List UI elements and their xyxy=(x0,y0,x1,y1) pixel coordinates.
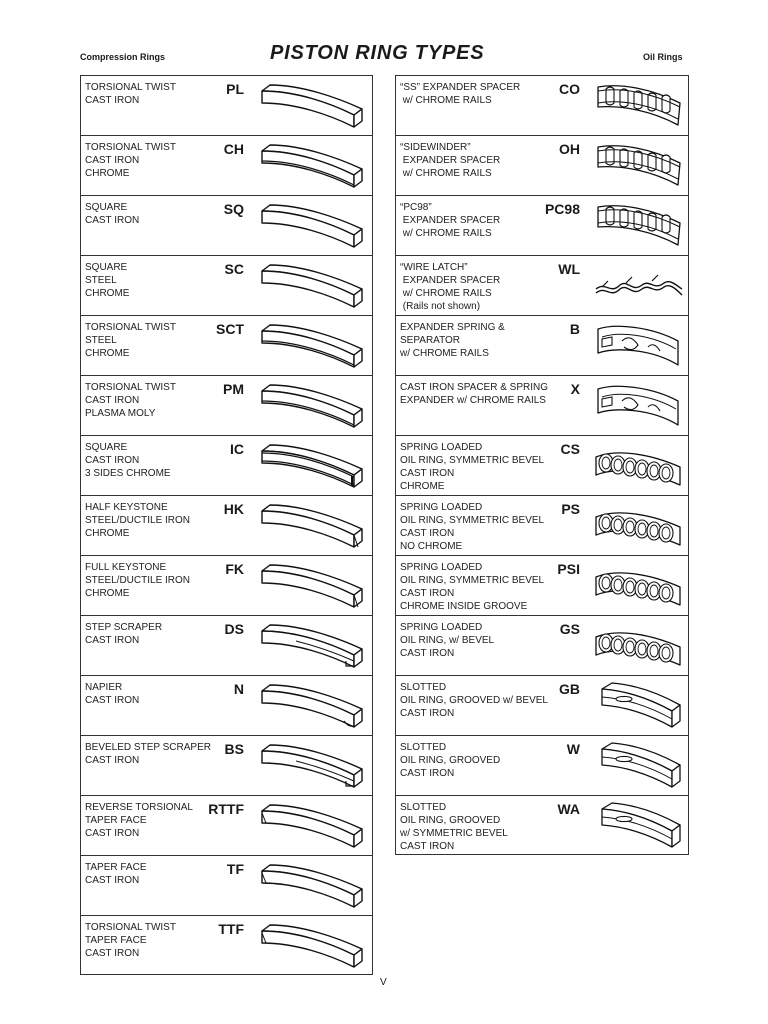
ring-code: PS xyxy=(561,501,580,517)
description-line: STEEL/DUCTILE IRON xyxy=(85,575,191,586)
description-line: SQUARE xyxy=(85,262,128,273)
compression-rings-table xyxy=(80,75,373,975)
description-line: FULL KEYSTONE xyxy=(85,562,167,573)
oil-rings-heading: Oil Rings xyxy=(643,52,683,62)
description-line: SQUARE xyxy=(85,202,128,213)
ring-code: PM xyxy=(223,381,244,397)
description-line: CAST IRON xyxy=(85,395,140,406)
ring-code: N xyxy=(233,681,244,697)
three-sides-chrome-ring-icon xyxy=(256,439,368,493)
ring-description xyxy=(400,681,548,720)
description-line: CAST IRON xyxy=(85,215,140,226)
ring-code: W xyxy=(566,741,580,757)
ring-row-ch xyxy=(81,136,372,196)
ring-row-pc98 xyxy=(396,196,688,256)
description-line: CAST IRON xyxy=(400,528,455,539)
page-title: PISTON RING TYPES xyxy=(270,42,485,64)
description-line: STEEL xyxy=(85,275,117,286)
description-line: CAST IRON xyxy=(85,875,140,886)
ring-row-bs xyxy=(81,736,372,796)
description-line: STEEL xyxy=(85,335,117,346)
description-line: “PC98” xyxy=(400,202,432,213)
ring-row-gb xyxy=(396,676,688,736)
ring-description xyxy=(85,141,176,180)
ring-row-co xyxy=(396,76,688,136)
description-line: EXPANDER SPACER xyxy=(400,275,501,286)
description-line: EXPANDER SPRING & xyxy=(400,322,505,333)
description-line: OIL RING, SYMMETRIC BEVEL xyxy=(400,455,545,466)
wire-latch-expander-icon xyxy=(592,259,686,313)
description-line: SQUARE xyxy=(85,442,128,453)
ring-row-rttf xyxy=(81,796,372,856)
description-line: CAST IRON xyxy=(400,588,455,599)
description-line: SPRING LOADED xyxy=(400,442,483,453)
pc98-expander-icon xyxy=(592,199,686,253)
description-line: PLASMA MOLY xyxy=(85,408,156,419)
ring-code: B xyxy=(569,321,580,337)
ring-code: BS xyxy=(224,741,244,757)
page-number: V xyxy=(380,977,387,988)
ring-description xyxy=(400,621,494,660)
description-line: CAST IRON xyxy=(85,828,140,839)
ring-description xyxy=(85,441,171,480)
ring-description xyxy=(400,501,544,553)
description-line: SPRING LOADED xyxy=(400,502,483,513)
description-line: CAST IRON xyxy=(85,948,140,959)
ring-row-x xyxy=(396,376,688,436)
ss-expander-spacer-icon xyxy=(592,79,686,133)
description-line: TORSIONAL TWIST xyxy=(85,82,176,93)
compression-rings-heading: Compression Rings xyxy=(80,52,166,62)
description-line: OIL RING, w/ BEVEL xyxy=(400,635,495,646)
ring-description xyxy=(85,801,193,840)
ring-code: RTTF xyxy=(208,801,244,817)
beveled-step-scraper-ring-icon xyxy=(256,739,368,793)
ring-row-ttf xyxy=(81,916,372,976)
description-line: TORSIONAL TWIST xyxy=(85,922,176,933)
description-line: CAST IRON xyxy=(85,95,140,106)
description-line: CAST IRON xyxy=(400,648,455,659)
description-line: TORSIONAL TWIST xyxy=(85,382,176,393)
ring-code: CH xyxy=(223,141,244,157)
description-line: CAST IRON xyxy=(400,768,455,779)
description-line: OIL RING, GROOVED w/ BEVEL xyxy=(400,695,548,706)
description-line: “WIRE LATCH” xyxy=(400,262,468,273)
torsional-twist-steel-ring-icon xyxy=(256,319,368,373)
ring-row-wa xyxy=(396,796,688,856)
description-line: CHROME INSIDE GROOVE xyxy=(400,601,528,612)
description-line: TORSIONAL TWIST xyxy=(85,142,176,153)
ring-row-ic xyxy=(81,436,372,496)
ring-row-sc xyxy=(81,256,372,316)
ring-row-sq xyxy=(81,196,372,256)
ring-code: GB xyxy=(559,681,580,697)
description-line: SLOTTED xyxy=(400,742,447,753)
description-line: SEPARATOR xyxy=(400,335,461,346)
ring-description xyxy=(85,321,176,360)
description-line: CHROME xyxy=(85,288,130,299)
slotted-oil-ring-icon xyxy=(592,799,686,853)
ring-description xyxy=(400,801,508,853)
ring-row-ds xyxy=(81,616,372,676)
torsional-taper-face-ring-icon xyxy=(256,919,368,973)
slotted-oil-ring-icon xyxy=(592,679,686,733)
ring-row-oh xyxy=(396,136,688,196)
description-line: CAST IRON xyxy=(85,635,140,646)
ring-description xyxy=(85,501,190,540)
ring-row-pm xyxy=(81,376,372,436)
description-line: w/ CHROME RAILS xyxy=(400,228,492,239)
description-line: SLOTTED xyxy=(400,682,447,693)
ring-code: TTF xyxy=(218,921,244,937)
ring-code: WL xyxy=(558,261,580,277)
ring-code: WA xyxy=(557,801,580,817)
ring-code: IC xyxy=(230,441,244,457)
half-keystone-ring-icon xyxy=(256,499,368,553)
spring-loaded-coil-icon xyxy=(592,499,686,553)
oil-rings-table xyxy=(395,75,689,855)
square-steel-ring-icon xyxy=(256,259,368,313)
description-line: EXPANDER SPACER xyxy=(400,155,501,166)
description-line: w/ CHROME RAILS xyxy=(400,348,489,359)
description-line: TORSIONAL TWIST xyxy=(85,322,176,333)
description-line: CAST IRON SPACER & SPRING xyxy=(400,382,548,393)
description-line: w/ CHROME RAILS xyxy=(400,95,492,106)
ring-row-n xyxy=(81,676,372,736)
taper-face-ring-icon xyxy=(256,859,368,913)
ring-row-w xyxy=(396,736,688,796)
description-line: (Rails not shown) xyxy=(400,301,481,312)
slotted-oil-ring-icon xyxy=(592,739,686,793)
ring-description xyxy=(400,381,548,407)
square-ring-icon xyxy=(256,199,368,253)
ring-code: DS xyxy=(224,621,244,637)
description-line: TAPER FACE xyxy=(85,862,147,873)
description-line: STEEL/DUCTILE IRON xyxy=(85,515,191,526)
ring-description xyxy=(400,741,500,780)
ring-row-b xyxy=(396,316,688,376)
sidewinder-expander-icon xyxy=(592,139,686,193)
expander-spring-separator-icon xyxy=(592,319,686,373)
ring-code: CS xyxy=(560,441,580,457)
description-line: NO CHROME xyxy=(400,541,463,552)
ring-code: OH xyxy=(559,141,580,157)
step-scraper-ring-icon xyxy=(256,619,368,673)
reverse-torsional-taper-ring-icon xyxy=(256,799,368,853)
ring-description xyxy=(85,741,211,767)
description-line: 3 SIDES CHROME xyxy=(85,468,171,479)
description-line: OIL RING, SYMMETRIC BEVEL xyxy=(400,575,545,586)
description-line: TAPER FACE xyxy=(85,935,147,946)
ring-description xyxy=(85,261,129,300)
ring-code: FK xyxy=(225,561,244,577)
description-line: CAST IRON xyxy=(85,455,140,466)
description-line: CAST IRON xyxy=(400,841,455,852)
ring-description xyxy=(400,441,544,493)
description-line: OIL RING, SYMMETRIC BEVEL xyxy=(400,515,545,526)
description-line: CAST IRON xyxy=(400,708,455,719)
ring-code: SCT xyxy=(216,321,244,337)
description-line: STEP SCRAPER xyxy=(85,622,163,633)
description-line: OIL RING, GROOVED xyxy=(400,815,501,826)
ring-code: PL xyxy=(226,81,244,97)
description-line: CAST IRON xyxy=(85,755,140,766)
description-line: EXPANDER w/ CHROME RAILS xyxy=(400,395,546,406)
description-line: CHROME xyxy=(85,528,130,539)
ring-row-gs xyxy=(396,616,688,676)
spring-loaded-coil-icon xyxy=(592,619,686,673)
description-line: OIL RING, GROOVED xyxy=(400,755,501,766)
ring-row-wl xyxy=(396,256,688,316)
ring-code: PSI xyxy=(557,561,580,577)
description-line: HALF KEYSTONE xyxy=(85,502,168,513)
ring-description xyxy=(400,321,505,360)
ring-description xyxy=(400,261,500,313)
ring-description xyxy=(85,381,176,420)
ring-description xyxy=(85,681,139,707)
description-line: SLOTTED xyxy=(400,802,447,813)
description-line: NAPIER xyxy=(85,682,123,693)
ring-row-fk xyxy=(81,556,372,616)
ring-code: HK xyxy=(223,501,244,517)
description-line: CHROME xyxy=(85,168,130,179)
description-line: SPRING LOADED xyxy=(400,622,483,633)
ring-code: SQ xyxy=(223,201,244,217)
full-keystone-ring-icon xyxy=(256,559,368,613)
ring-description xyxy=(85,921,176,960)
description-line: CAST IRON xyxy=(85,695,140,706)
ring-description xyxy=(85,561,190,600)
ring-code: TF xyxy=(226,861,244,877)
description-line: REVERSE TORSIONAL xyxy=(85,802,193,813)
description-line: w/ CHROME RAILS xyxy=(400,288,492,299)
ring-code: SC xyxy=(224,261,244,277)
ring-description xyxy=(85,201,139,227)
ring-row-tf xyxy=(81,856,372,916)
description-line: CAST IRON xyxy=(85,155,140,166)
napier-ring-icon xyxy=(256,679,368,733)
plasma-moly-ring-icon xyxy=(256,379,368,433)
ring-description xyxy=(85,861,147,887)
torsional-twist-ring-icon xyxy=(256,79,368,133)
description-line: “SIDEWINDER” xyxy=(400,142,471,153)
description-line: EXPANDER SPACER xyxy=(400,215,501,226)
ring-row-ps xyxy=(396,496,688,556)
ring-row-cs xyxy=(396,436,688,496)
spring-loaded-coil-icon xyxy=(592,559,686,613)
ring-row-sct xyxy=(81,316,372,376)
ring-description xyxy=(400,561,544,613)
description-line: w/ SYMMETRIC BEVEL xyxy=(400,828,508,839)
cast-iron-spacer-spring-icon xyxy=(592,379,686,433)
description-line: TAPER FACE xyxy=(85,815,147,826)
ring-description xyxy=(400,81,520,107)
description-line: CHROME xyxy=(85,348,130,359)
torsional-twist-chrome-ring-icon xyxy=(256,139,368,193)
description-line: BEVELED STEP SCRAPER xyxy=(85,742,211,753)
description-line: CAST IRON xyxy=(400,468,455,479)
description-line: w/ CHROME RAILS xyxy=(400,168,492,179)
ring-row-psi xyxy=(396,556,688,616)
spring-loaded-coil-icon xyxy=(592,439,686,493)
ring-description xyxy=(85,621,162,647)
ring-code: X xyxy=(570,381,580,397)
description-line: SPRING LOADED xyxy=(400,562,483,573)
ring-row-pl xyxy=(81,76,372,136)
ring-code: PC98 xyxy=(544,201,580,217)
ring-row-hk xyxy=(81,496,372,556)
ring-description xyxy=(400,201,500,240)
ring-description xyxy=(85,81,176,107)
ring-code: CO xyxy=(559,81,580,97)
description-line: “SS” EXPANDER SPACER xyxy=(400,82,521,93)
description-line: CHROME xyxy=(400,481,445,492)
ring-description xyxy=(400,141,500,180)
description-line: CHROME xyxy=(85,588,130,599)
ring-code: GS xyxy=(559,621,580,637)
